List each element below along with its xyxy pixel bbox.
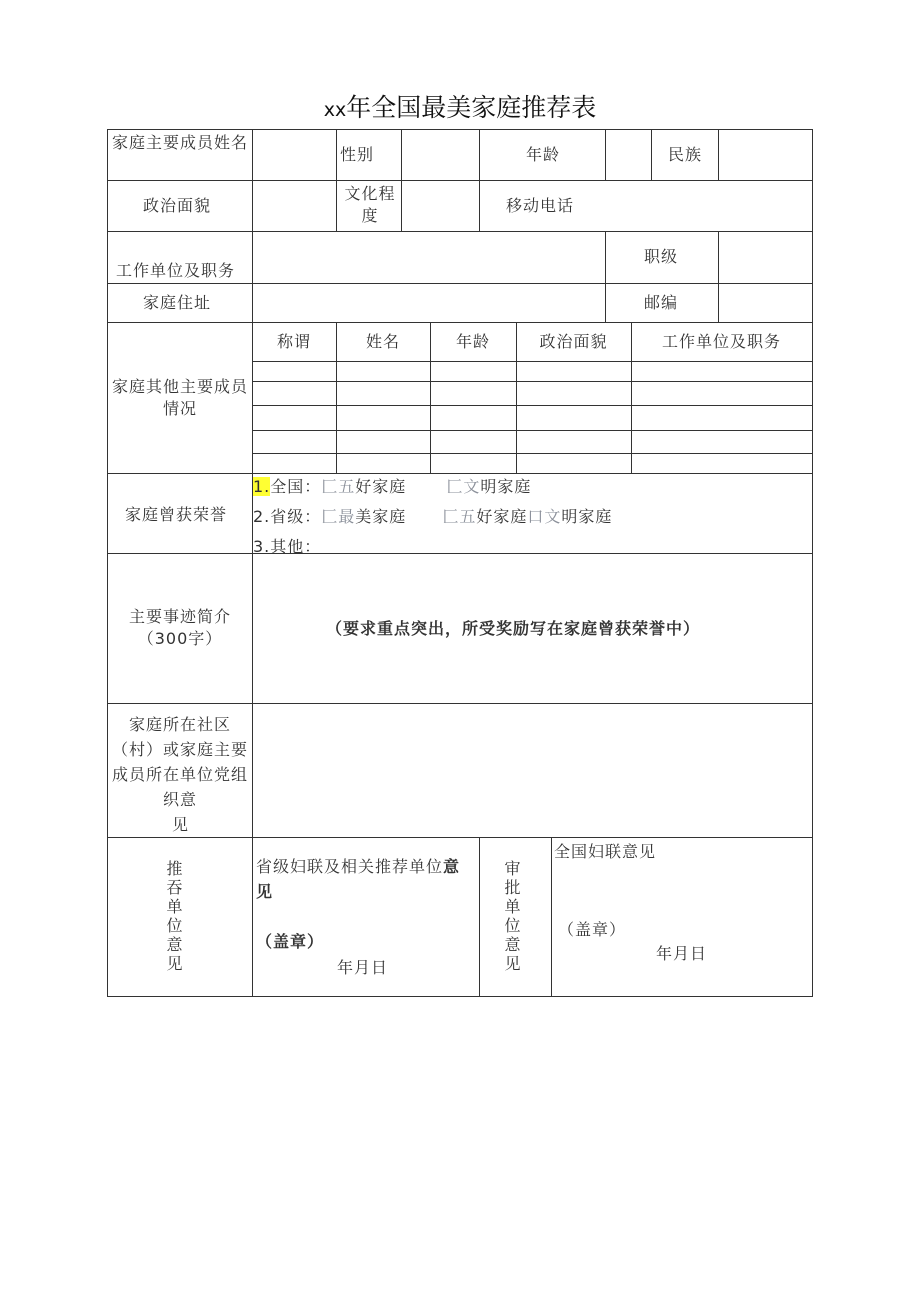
member-name-label: 家庭主要成员姓名 bbox=[112, 133, 249, 152]
honors-national-civilized: 明家庭 bbox=[480, 477, 532, 496]
recommend-opinion-text bbox=[256, 856, 460, 878]
table-border bbox=[107, 703, 813, 704]
table-border bbox=[107, 283, 813, 284]
checkbox-national-civilized[interactable]: 匚文 bbox=[446, 477, 481, 496]
community-opinion-label-end: 见 bbox=[172, 815, 190, 834]
table-border bbox=[107, 322, 813, 323]
table-border bbox=[718, 129, 719, 180]
recommend-char-6: 见 bbox=[166, 954, 184, 973]
recommend-seal: （盖章） bbox=[256, 932, 325, 951]
recommend-char-1: 推 bbox=[166, 859, 184, 878]
honors-label: 家庭曾获荣誉 bbox=[125, 505, 228, 524]
table-border bbox=[551, 837, 552, 996]
table-border bbox=[107, 837, 813, 838]
education-label: 文化程度 bbox=[344, 184, 396, 225]
table-border bbox=[107, 473, 813, 474]
address-label: 家庭住址 bbox=[143, 293, 212, 312]
table-border bbox=[107, 553, 813, 554]
recommend-opinion-main: 省级妇联及相关推荐单位 bbox=[256, 857, 444, 876]
honors-num-1: 1. bbox=[253, 477, 271, 496]
checkbox-provincial-civilized[interactable]: 口文 bbox=[527, 507, 562, 526]
recommend-opinion-end: 见 bbox=[256, 882, 274, 901]
approve-char-1: 审 bbox=[504, 859, 522, 878]
honors-provincial-most-beautiful: 美家庭 bbox=[355, 507, 407, 526]
gender-label: 性别 bbox=[340, 145, 375, 164]
approve-char-4: 位 bbox=[504, 916, 522, 935]
table-border bbox=[252, 129, 253, 997]
approve-char-3: 单 bbox=[504, 897, 522, 916]
title-main: 年全国最美家庭推荐表 bbox=[346, 93, 597, 122]
approve-date: 年月日 bbox=[656, 944, 708, 963]
table-border bbox=[107, 231, 813, 232]
honors-provincial-five-good: 好家庭 bbox=[476, 507, 528, 526]
honors-provincial-civilized: 明家庭 bbox=[561, 507, 613, 526]
approve-char-2: 批 bbox=[504, 878, 522, 897]
recommend-char-4: 位 bbox=[166, 916, 184, 935]
member-col-work: 工作单位及职务 bbox=[661, 332, 781, 351]
honors-line-other: 3.其他： bbox=[253, 537, 322, 556]
deeds-label: 主要事迹简介（300字） bbox=[128, 607, 231, 648]
ethnicity-label: 民族 bbox=[668, 145, 703, 164]
recommend-char-5: 意 bbox=[166, 935, 184, 954]
table-border bbox=[718, 231, 719, 322]
honors-line-provincial bbox=[253, 506, 612, 528]
table-border bbox=[107, 996, 813, 997]
recommend-opinion-suffix: 意 bbox=[443, 857, 461, 876]
member-col-name: 姓名 bbox=[365, 332, 400, 351]
honors-provincial-prefix: 2.省级： bbox=[253, 507, 322, 526]
political-status-label: 政治面貌 bbox=[143, 196, 212, 215]
table-border bbox=[107, 129, 813, 130]
mobile-label: 移动电话 bbox=[506, 196, 575, 215]
honors-line-national bbox=[253, 476, 531, 498]
work-unit-label: 工作单位及职务 bbox=[116, 261, 236, 280]
recommend-char-3: 单 bbox=[166, 897, 184, 916]
family-members-label: 家庭其他主要成员情况 bbox=[112, 377, 249, 418]
honors-national-prefix: 全国： bbox=[270, 477, 322, 496]
table-border bbox=[479, 129, 480, 231]
title-prefix: xx bbox=[323, 99, 347, 121]
postcode-label: 邮编 bbox=[644, 293, 679, 312]
table-border bbox=[401, 129, 402, 231]
table-border bbox=[605, 231, 606, 322]
page-title bbox=[0, 88, 920, 124]
table-border bbox=[812, 129, 813, 997]
honors-national-five-good: 好家庭 bbox=[355, 477, 407, 496]
member-col-age: 年龄 bbox=[455, 332, 490, 351]
recommend-date: 年月日 bbox=[337, 958, 389, 977]
deeds-note: （要求重点突出，所受奖励写在家庭曾获荣誉中） bbox=[326, 619, 701, 638]
approve-char-5: 意 bbox=[504, 935, 522, 954]
table-border bbox=[479, 837, 480, 996]
age-label: 年龄 bbox=[526, 145, 561, 164]
rank-label: 职级 bbox=[644, 247, 679, 266]
community-opinion-label: 家庭所在社区（村）或家庭主要成员所在单位党组织意 bbox=[112, 715, 249, 809]
member-col-political: 政治面貌 bbox=[539, 332, 608, 351]
table-border bbox=[107, 129, 108, 997]
member-col-relation: 称谓 bbox=[276, 332, 311, 351]
checkbox-provincial-five-good[interactable]: 匚五 bbox=[442, 507, 477, 526]
table-border bbox=[107, 180, 813, 181]
checkbox-national-five-good[interactable]: 匚五 bbox=[321, 477, 356, 496]
checkbox-provincial-most-beautiful[interactable]: 匚最 bbox=[321, 507, 356, 526]
table-border bbox=[605, 129, 606, 180]
table-border bbox=[336, 129, 337, 231]
approve-char-6: 见 bbox=[504, 954, 522, 973]
table-border bbox=[651, 129, 652, 180]
recommend-char-2: 吞 bbox=[166, 878, 184, 897]
approve-seal: （盖章） bbox=[558, 920, 627, 939]
approve-opinion-text: 全国妇联意见 bbox=[554, 842, 657, 861]
